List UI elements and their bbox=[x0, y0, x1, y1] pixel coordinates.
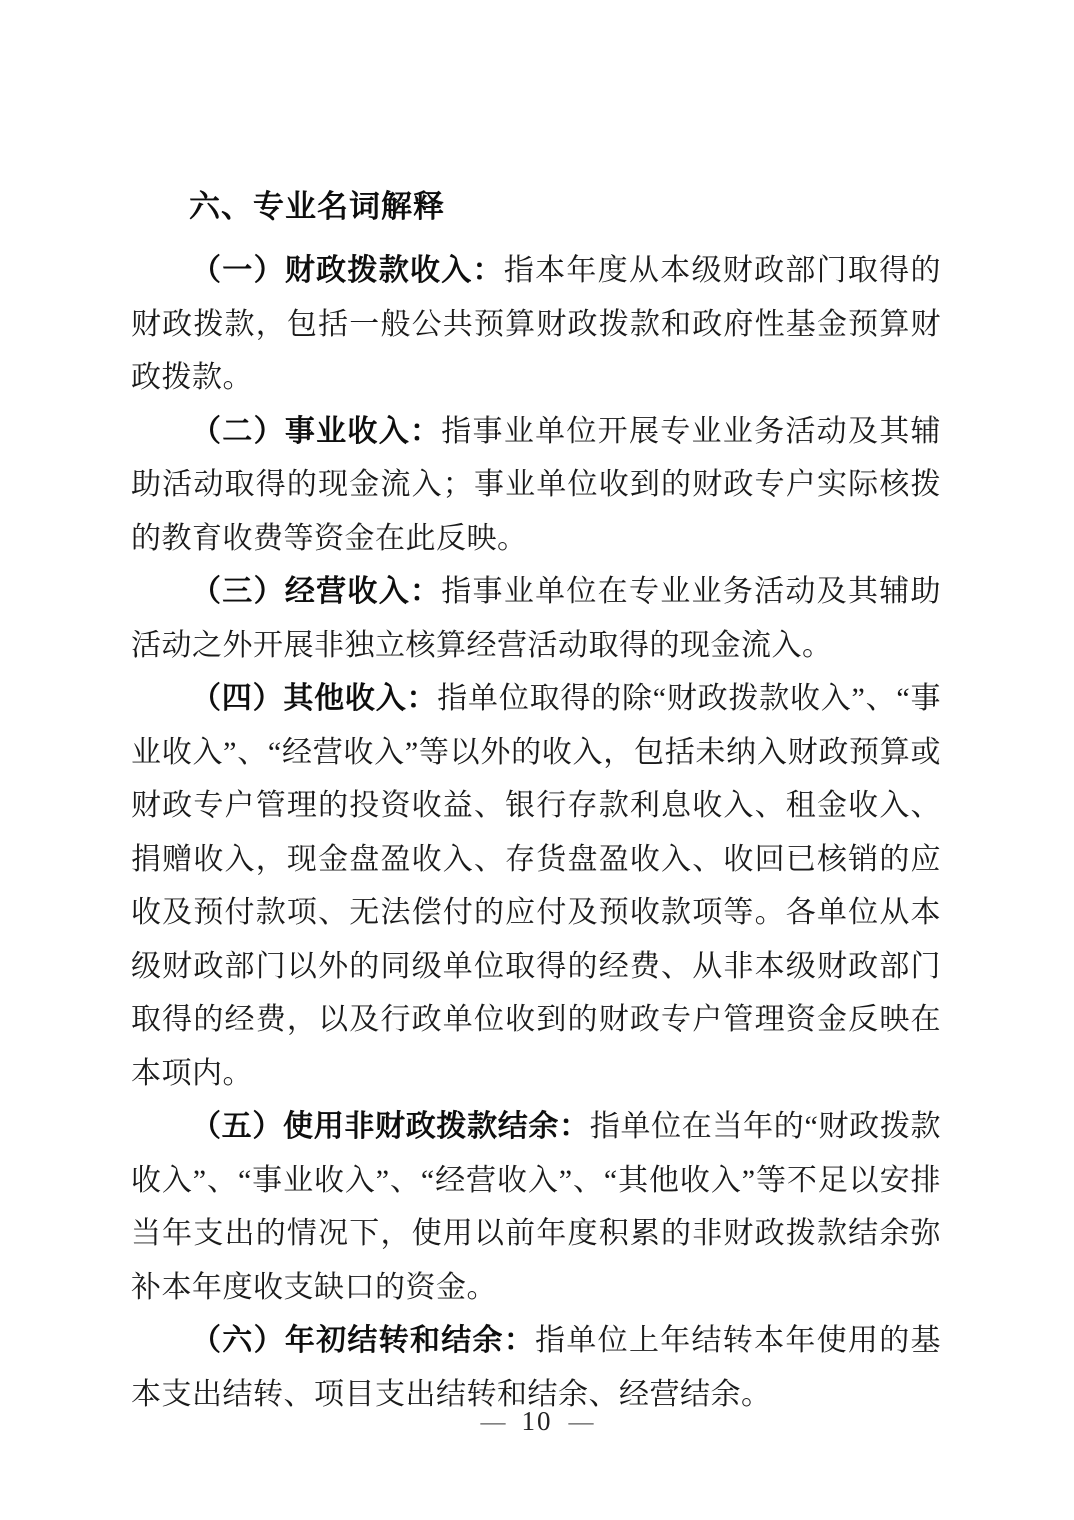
definition-list bbox=[131, 244, 941, 1421]
page-content bbox=[131, 186, 941, 1421]
section-title: 六、专业名词解释 bbox=[189, 189, 445, 225]
definition-text: 指单位上年结转本年使用的基本支出结转、项目支出结转和结余、经营结余。 bbox=[131, 1324, 942, 1411]
term-lead: （一）财政拨款收入： bbox=[191, 254, 504, 287]
definition-paragraph bbox=[131, 244, 941, 405]
definition-paragraph bbox=[131, 1314, 941, 1421]
term-lead: （三）经营收入： bbox=[191, 575, 442, 608]
definition-paragraph bbox=[131, 1100, 941, 1314]
page-footer bbox=[0, 1406, 1074, 1437]
definition-text: 指单位取得的除“财政拨款收入”、“事业收入”、“经营收入”等以外的收入，包括未纳入财政预算或财政专户管理的投资收益、银行存款利息收入、租金收入、捐赠收入，现金盘盈收入、存货盘盈收入、收回已核销的应收及预付款项、无法偿付的应付及预收款项等。各单位从本级财政部门以外的同级单位取得的经费、从非本级财政部门取得的经费，以及行政单位收到的财政专户管理资金反映在本项内。 bbox=[131, 682, 942, 1090]
footer-left-dash: — bbox=[480, 1409, 506, 1436]
page-number: 10 bbox=[521, 1406, 553, 1436]
definition-text: 指本年度从本级财政部门取得的财政拨款，包括一般公共预算财政拨款和政府性基金预算财政拨款。 bbox=[131, 254, 942, 394]
footer-right-dash: — bbox=[568, 1409, 594, 1436]
term-lead: （六）年初结转和结余： bbox=[191, 1324, 536, 1357]
definition-paragraph bbox=[131, 672, 941, 1100]
term-lead: （四）其他收入： bbox=[191, 682, 438, 715]
definition-paragraph bbox=[131, 565, 941, 672]
term-lead: （二）事业收入： bbox=[191, 414, 442, 448]
definition-text: 指事业单位开展专业业务活动及其辅助活动取得的现金流入；事业单位收到的财政专户实际核拨的教育收费等资金在此反映。 bbox=[131, 414, 942, 555]
definition-text: 指单位在当年的“财政拨款收入”、“事业收入”、“经营收入”、“其他收入”等不足以安排当年支出的情况下，使用以前年度积累的非财政拨款结余弥补本年度收支缺口的资金。 bbox=[131, 1110, 941, 1304]
term-lead: （五）使用非财政拨款结余： bbox=[191, 1110, 590, 1143]
definition-paragraph bbox=[131, 405, 941, 566]
definition-text: 指事业单位在专业业务活动及其辅助活动之外开展非独立核算经营活动取得的现金流入。 bbox=[131, 575, 942, 662]
